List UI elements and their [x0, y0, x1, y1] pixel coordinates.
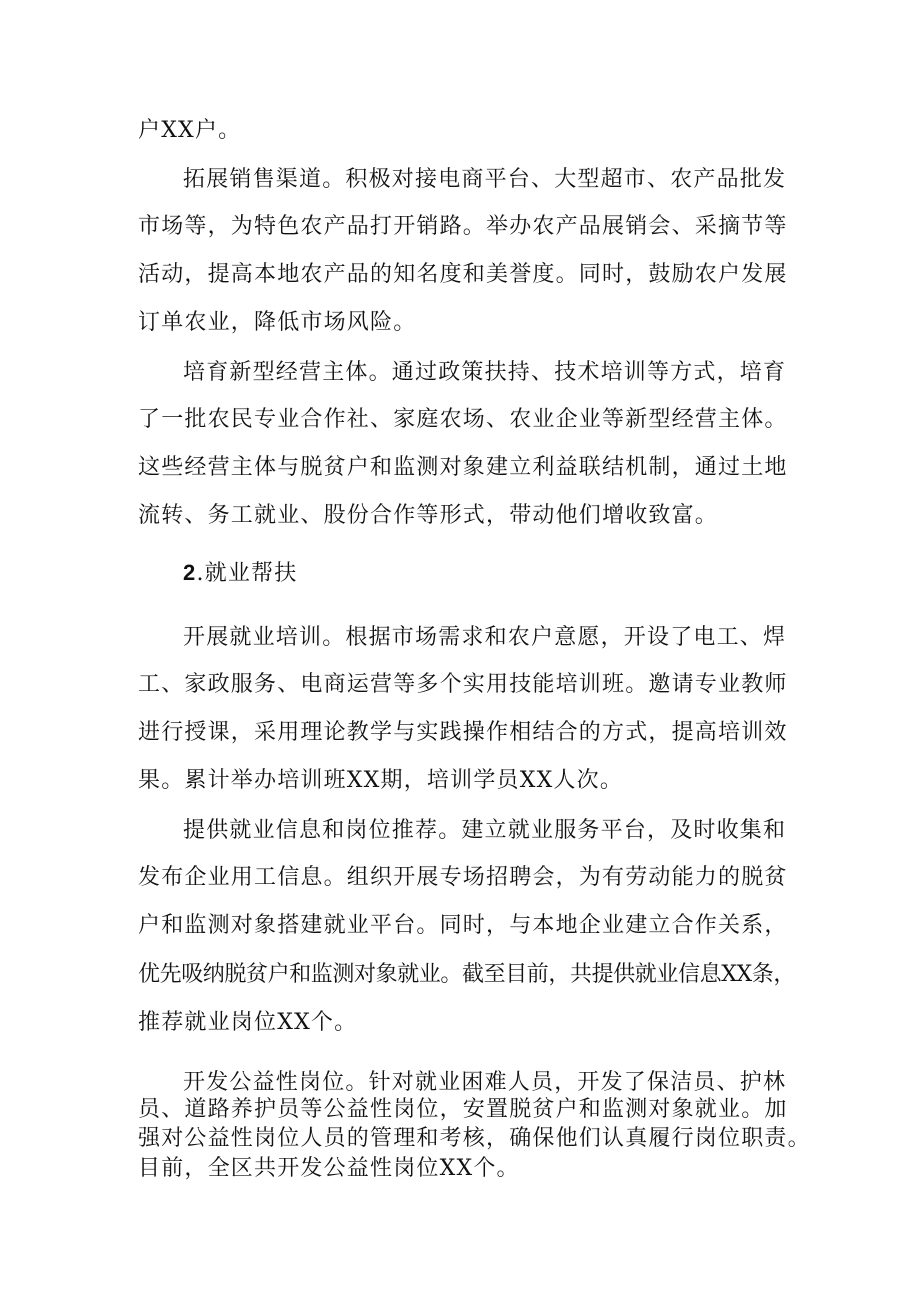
cultivate-line-3: 这些经营主体与脱贫户和监测对象建立利益联结机制，通过土地: [138, 455, 788, 480]
info-line-1: 提供就业信息和岗位推荐。建立就业服务平台，及时收集和: [183, 818, 787, 843]
public-posts-line-2: 员、道路养护员等公益性岗位，安置脱贫户和监测对象就业。加: [138, 1097, 788, 1122]
sales-line-4: 订单农业，降低市场风险。: [138, 310, 417, 335]
section-heading: [183, 559, 297, 588]
public-posts-line-1: 开发公益性岗位。针对就业困难人员，开发了保洁员、护林: [183, 1070, 787, 1095]
public-posts-line-4: 目前，全区共开发公益性岗位XX个。: [138, 1156, 520, 1181]
cultivate-line-1: 培育新型经营主体。通过政策扶持、技术培训等方式，培育: [183, 360, 787, 385]
info-line-4: 优先吸纳脱贫户和监测对象就业。截至目前，共提供就业信息XX条，: [138, 962, 795, 987]
public-posts-line-3: 强对公益性岗位人员的管理和考核，确保他们认真履行岗位职责。: [138, 1126, 811, 1151]
sales-line-2: 市场等，为特色农产品打开销路。举办农产品展销会、采摘节等: [138, 214, 788, 239]
info-line-2: 发布企业用工信息。组织开展专场招聘会，为有劳动能力的脱贫: [138, 865, 788, 890]
continuation-line: 户XX户。: [138, 118, 242, 143]
info-line-5: 推荐就业岗位XX个。: [138, 1010, 358, 1035]
cultivate-line-2: 了一批农民专业合作社、家庭农场、农业企业等新型经营主体。: [138, 407, 788, 432]
cultivate-line-4: 流转、务工就业、股份合作等形式，带动他们增收致富。: [138, 503, 719, 528]
training-line-2: 工、家政服务、电商运营等多个实用技能培训班。邀请专业教师: [138, 672, 788, 697]
training-line-3: 进行授课，采用理论教学与实践操作相结合的方式，提高培训效: [138, 720, 788, 745]
sales-line-3: 活动，提高本地农产品的知名度和美誉度。同时，鼓励农户发展: [138, 262, 788, 287]
info-line-3: 户和监测对象搭建就业平台。同时，与本地企业建立合作关系，: [138, 913, 788, 938]
section-title: .就业帮扶: [196, 561, 298, 586]
training-line-4: 果。累计举办培训班XX期，培训学员XX人次。: [138, 768, 624, 793]
training-line-1: 开展就业培训。根据市场需求和农户意愿，开设了电工、焊: [183, 625, 787, 650]
sales-line-1: 拓展销售渠道。积极对接电商平台、大型超市、农产品批发: [183, 167, 787, 192]
section-number: 2: [183, 560, 197, 585]
